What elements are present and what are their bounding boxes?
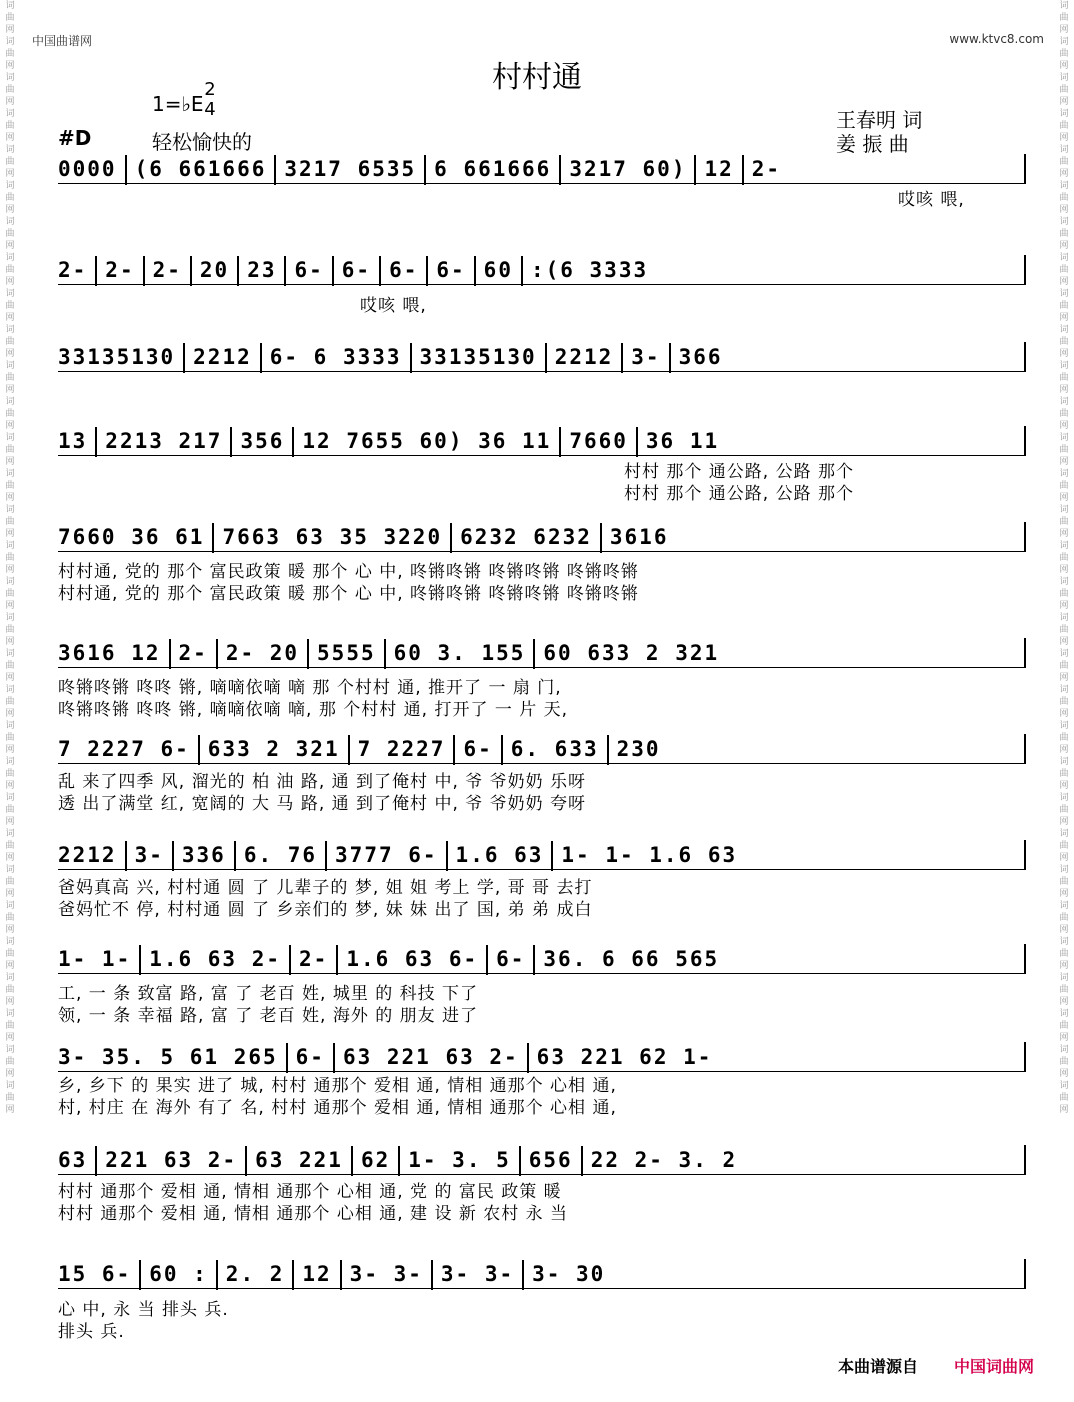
- measure: 3616 12: [58, 641, 161, 665]
- barline: [351, 1146, 353, 1176]
- lyric-line: 哎咳 喂,: [898, 190, 965, 210]
- measure: 2. 2: [225, 1262, 285, 1286]
- barline: [237, 256, 239, 286]
- barline: [348, 735, 350, 765]
- measure: 1- 1- 1.6 63: [561, 843, 738, 867]
- measure: 3616: [609, 525, 669, 549]
- barline: [474, 256, 476, 286]
- capo-key: #D: [58, 126, 92, 150]
- measure: 7663 63 35 3220: [222, 525, 443, 549]
- measure: 1- 1-: [58, 947, 132, 971]
- lyricist-credit: 王春明 词: [836, 108, 923, 132]
- measure: 356: [240, 429, 285, 453]
- end-barline: [1024, 154, 1026, 184]
- measure: 0000: [58, 157, 117, 181]
- measure: 33135130: [419, 345, 537, 369]
- measure: 63: [58, 1148, 88, 1172]
- barline: [216, 639, 218, 669]
- barline: [125, 841, 127, 871]
- measure: 6-: [295, 1045, 325, 1069]
- barline: [636, 427, 638, 457]
- end-barline: [1024, 840, 1026, 870]
- notation-line: [58, 152, 781, 186]
- barline: [533, 639, 535, 669]
- measure: 1.6 63 2-: [149, 947, 282, 971]
- lyric-line: 村, 村庄 在 海外 有了 名, 村村 通那个 爱相 通, 情相 通那个 心相 通,: [58, 1098, 617, 1118]
- notation-line: [58, 424, 719, 458]
- score-system: [58, 253, 1026, 287]
- measure: 60 633 2 321: [543, 641, 720, 665]
- beam-underline: [58, 763, 1026, 764]
- end-barline: [1024, 255, 1026, 285]
- barline: [453, 735, 455, 765]
- beam-underline: [58, 455, 1026, 456]
- measure: 2213 217: [105, 429, 223, 453]
- measure: 366: [678, 345, 723, 369]
- lyric-line: 爸妈真高 兴, 村村通 圆 了 儿辈子的 梦, 姐 姐 考上 学, 哥 哥 去打: [58, 878, 593, 898]
- beam-underline: [58, 183, 1026, 184]
- barline: [336, 945, 338, 975]
- lyric-line: 排头 兵.: [58, 1322, 125, 1342]
- barline: [245, 1146, 247, 1176]
- lyric-line: 心 中, 永 当 排头 兵.: [58, 1300, 229, 1320]
- end-barline: [1024, 426, 1026, 456]
- measure: 5555: [317, 641, 376, 665]
- measure: 2212: [554, 345, 614, 369]
- measure: 6-: [389, 258, 419, 282]
- barline: [284, 256, 286, 286]
- measure: 60: [483, 258, 513, 282]
- barline: [183, 343, 185, 373]
- measure: 62: [360, 1148, 391, 1172]
- measure: (6 661666: [134, 157, 267, 181]
- lyric-line: 透 出了满堂 红, 宽阔的 大 马 路, 通 到了俺村 中, 爷 爷奶奶 夸呀: [58, 794, 587, 814]
- site-url: www.ktvc8.com: [949, 32, 1044, 46]
- measure: 6232 6232: [460, 525, 592, 549]
- barline: [581, 1146, 583, 1176]
- lyric-line: 村村 通那个 爱相 通, 情相 通那个 心相 通, 党 的 富民 政策 暖: [58, 1182, 562, 1202]
- barline: [190, 256, 192, 286]
- barline: [551, 841, 553, 871]
- score-system: [58, 424, 1026, 458]
- barline: [169, 639, 171, 669]
- measure: 20: [199, 258, 230, 282]
- barline: [742, 155, 744, 185]
- measure: 3777 6-: [335, 843, 438, 867]
- notation-line: [58, 942, 719, 976]
- end-barline: [1024, 1259, 1026, 1289]
- beam-underline: [58, 551, 1026, 552]
- key-signature: 1=♭E: [152, 92, 204, 116]
- measure: 633 2 321: [207, 737, 340, 761]
- barline: [426, 256, 428, 286]
- end-barline: [1024, 1042, 1026, 1072]
- measure: 3- 35. 5 61 265: [58, 1045, 278, 1069]
- measure: 6-: [294, 258, 324, 282]
- measure: :(6 3333: [530, 258, 649, 282]
- measure: 60 3. 155: [393, 641, 526, 665]
- barline: [139, 945, 141, 975]
- lyric-line: 村村 那个 通公路, 公路 那个: [624, 484, 855, 504]
- score-system: [58, 838, 1026, 872]
- notation-line: [58, 253, 648, 287]
- lyric-line: 乱 来了四季 风, 溜光的 柏 油 路, 通 到了俺村 中, 爷 爷奶奶 乐呀: [58, 772, 587, 792]
- measure: 6 661666: [434, 157, 552, 181]
- barline: [325, 841, 327, 871]
- lyric-line: 村村通, 党的 那个 富民政策 暖 那个 心 中, 咚锵咚锵 咚锵咚锵 咚锵咚锵: [58, 584, 639, 604]
- measure: 3-: [631, 345, 661, 369]
- barline: [143, 256, 145, 286]
- lyric-line: 工, 一 条 致富 路, 富 了 老百 姓, 城里 的 科技 下了: [58, 984, 479, 1004]
- lyric-line: 咚锵咚锵 咚咚 锵, 嘀嘀依嘀 嘀, 那 个村村 通, 打开了 一 片 天,: [58, 700, 569, 720]
- notation-line: [58, 1257, 605, 1291]
- end-barline: [1024, 944, 1026, 974]
- measure: 2212: [58, 843, 117, 867]
- beam-underline: [58, 1174, 1026, 1175]
- measure: 3- 3-: [349, 1262, 423, 1286]
- barline: [230, 427, 232, 457]
- measure: 36. 6 66 565: [543, 947, 720, 971]
- barline: [216, 1260, 218, 1290]
- site-name: 中国曲谱网: [32, 34, 93, 48]
- lyric-line: 咚锵咚锵 咚咚 锵, 嘀嘀依嘀 嘀 那 个村村 通, 推开了 一 扇 门,: [58, 678, 562, 698]
- measure: 63 221: [255, 1148, 343, 1172]
- barline: [95, 256, 97, 286]
- measure: 3217 60): [569, 157, 687, 181]
- measure: 6-: [496, 947, 526, 971]
- measure: 6-: [463, 737, 493, 761]
- measure: 221 63 2-: [105, 1148, 238, 1172]
- measure: 60 :: [149, 1262, 208, 1286]
- lyric-line: 村村通, 党的 那个 富民政策 暖 那个 心 中, 咚锵咚锵 咚锵咚锵 咚锵咚锵: [58, 562, 639, 582]
- score-system: [58, 1143, 1026, 1177]
- measure: 3- 30: [532, 1262, 606, 1286]
- time-signature: [200, 80, 220, 120]
- measure: 15 6-: [58, 1262, 132, 1286]
- score-system: [58, 1040, 1026, 1074]
- song-title: 村村通: [492, 60, 582, 95]
- score-system: [58, 636, 1026, 670]
- barline: [545, 343, 547, 373]
- watermark-column-right: 词曲网词曲网词曲网词曲网词曲网词曲网词曲网词曲网词曲网词曲网词曲网词曲网词曲网词曲网词曲网词曲网词曲网词曲网词曲网词曲网词曲网词曲网词曲网词曲网词曲网词曲网词曲网词曲网词曲网词曲网词曲网: [1059, 1, 1069, 1115]
- beam-underline: [58, 973, 1026, 974]
- beam-underline: [58, 667, 1026, 668]
- beam-underline: [58, 1071, 1026, 1072]
- score-system: [58, 152, 1026, 186]
- beam-underline: [58, 1288, 1026, 1289]
- measure: 2- 20: [225, 641, 300, 665]
- measure: 2-: [299, 947, 329, 971]
- lyric-line: 爸妈忙不 停, 村村通 圆 了 乡亲们的 梦, 妹 妹 出了 国, 弟 弟 成白: [58, 900, 593, 920]
- barline: [621, 343, 623, 373]
- measure: 1- 3. 5: [408, 1148, 511, 1172]
- barline: [519, 1146, 521, 1176]
- notation-line: [58, 520, 668, 554]
- measure: 63 221 63 2-: [342, 1045, 519, 1069]
- measure: 2-: [152, 258, 182, 282]
- barline: [234, 841, 236, 871]
- barline: [333, 1043, 335, 1073]
- beam-underline: [58, 869, 1026, 870]
- lyric-line: 领, 一 条 幸福 路, 富 了 老百 姓, 海外 的 朋友 进了: [58, 1006, 479, 1026]
- lyric-line: 哎咳 喂,: [360, 296, 427, 316]
- end-barline: [1024, 734, 1026, 764]
- measure: 22 2- 3. 2: [590, 1148, 738, 1172]
- end-barline: [1024, 522, 1026, 552]
- barline: [125, 155, 127, 185]
- measure: 12: [302, 1262, 332, 1286]
- barline: [669, 343, 671, 373]
- barline: [307, 639, 309, 669]
- measure: 6-: [436, 258, 466, 282]
- barline: [501, 735, 503, 765]
- barline: [521, 256, 523, 286]
- measure: 7 2227 6-: [58, 737, 190, 761]
- barline: [446, 841, 448, 871]
- barline: [559, 155, 561, 185]
- measure: 6- 6 3333: [269, 345, 402, 369]
- notation-line: [58, 838, 737, 872]
- watermark-column-left: 词曲网词曲网词曲网词曲网词曲网词曲网词曲网词曲网词曲网词曲网词曲网词曲网词曲网词曲网词曲网词曲网词曲网词曲网词曲网词曲网词曲网词曲网词曲网词曲网词曲网词曲网词曲网词曲网词曲网词曲网词曲网: [5, 1, 15, 1115]
- measure: 13: [58, 429, 88, 453]
- measure: 36 11: [645, 429, 720, 453]
- measure: 63 221 62 1-: [536, 1045, 713, 1069]
- barline: [431, 1260, 433, 1290]
- barline: [260, 343, 262, 373]
- measure: 6. 76: [243, 843, 318, 867]
- end-barline: [1024, 638, 1026, 668]
- notation-line: [58, 732, 661, 766]
- barline: [694, 155, 696, 185]
- measure: 7 2227: [357, 737, 446, 761]
- barline: [522, 1260, 524, 1290]
- beam-underline: [58, 284, 1026, 285]
- end-barline: [1024, 342, 1026, 372]
- measure: 336: [181, 843, 226, 867]
- measure: 2-: [178, 641, 208, 665]
- lyric-line: 村村 通那个 爱相 通, 情相 通那个 心相 通, 建 设 新 农村 永 当: [58, 1204, 569, 1224]
- lyric-line: 乡, 乡下 的 果实 进了 城, 村村 通那个 爱相 通, 情相 通那个 心相 通,: [58, 1076, 617, 1096]
- barline: [559, 427, 561, 457]
- time-signature-top: 2: [204, 79, 216, 100]
- measure: 7660 36 61: [58, 525, 205, 549]
- measure: 23: [247, 258, 277, 282]
- source-label: 本曲谱源自: [838, 1357, 919, 1376]
- time-signature-bottom: 4: [204, 99, 216, 120]
- score-system: [58, 340, 1026, 374]
- barline: [398, 1146, 400, 1176]
- measure: 33135130: [58, 345, 176, 369]
- barline: [450, 523, 452, 553]
- measure: 12: [704, 157, 734, 181]
- barline: [533, 945, 535, 975]
- barline: [95, 427, 97, 457]
- measure: 1.6 63 6-: [346, 947, 479, 971]
- score-system: [58, 520, 1026, 554]
- barline: [289, 945, 291, 975]
- measure: 230: [616, 737, 661, 761]
- lyric-line: 村村 那个 通公路, 公路 那个: [624, 462, 855, 482]
- beam-underline: [58, 371, 1026, 372]
- measure: 2-: [105, 258, 135, 282]
- barline: [384, 639, 386, 669]
- barline: [198, 735, 200, 765]
- barline: [410, 343, 412, 373]
- notation-line: [58, 340, 723, 374]
- barline: [95, 1146, 97, 1176]
- composer-credit: 姜 振 曲: [836, 132, 909, 156]
- measure: 2-: [751, 157, 782, 181]
- barline: [486, 945, 488, 975]
- barline: [172, 841, 174, 871]
- measure: 1.6 63: [455, 843, 544, 867]
- barline: [274, 155, 276, 185]
- measure: 12 7655 60) 36 11: [302, 429, 552, 453]
- measure: 656: [528, 1148, 573, 1172]
- notation-line: [58, 636, 719, 670]
- barline: [286, 1043, 288, 1073]
- barline: [292, 427, 294, 457]
- measure: 3217 6535: [284, 157, 417, 181]
- measure: 3- 3-: [440, 1262, 515, 1286]
- barline: [340, 1260, 342, 1290]
- barline: [379, 256, 381, 286]
- score-system: [58, 942, 1026, 976]
- barline: [292, 1260, 294, 1290]
- score-system: [58, 1257, 1026, 1291]
- source-site: 中国词曲网: [954, 1357, 1035, 1376]
- tempo-marking: 轻松愉快的: [152, 130, 252, 154]
- measure: 2-: [58, 258, 88, 282]
- barline: [212, 523, 214, 553]
- score-system: [58, 732, 1026, 766]
- barline: [607, 735, 609, 765]
- end-barline: [1024, 1145, 1026, 1175]
- measure: 6-: [341, 258, 372, 282]
- barline: [332, 256, 334, 286]
- measure: 2212: [193, 345, 252, 369]
- barline: [424, 155, 426, 185]
- barline: [527, 1043, 529, 1073]
- measure: 6. 633: [510, 737, 599, 761]
- barline: [139, 1260, 141, 1290]
- notation-line: [58, 1143, 737, 1177]
- measure: 7660: [569, 429, 628, 453]
- barline: [600, 523, 602, 553]
- measure: 3-: [134, 843, 164, 867]
- notation-line: [58, 1040, 712, 1074]
